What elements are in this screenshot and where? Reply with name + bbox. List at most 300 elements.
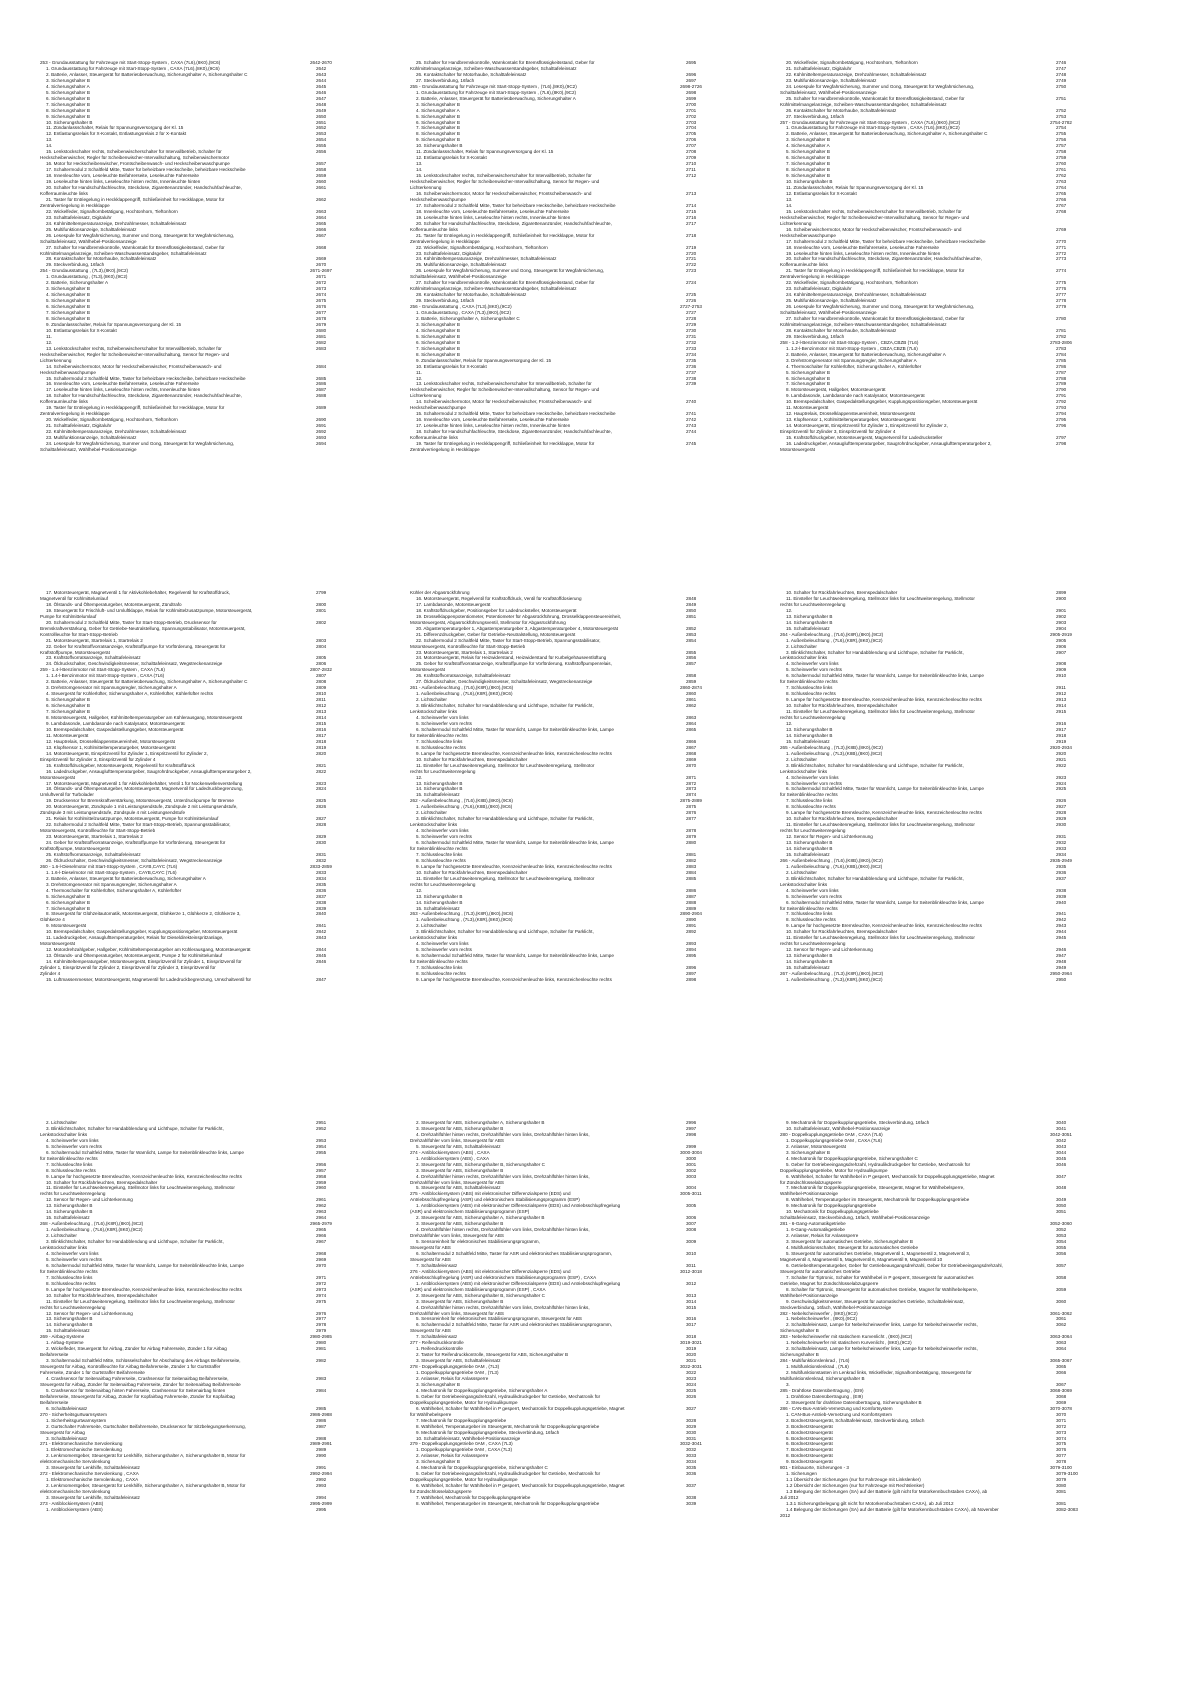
entry-title: 2. Steuergerät für ABS, Sicherungshalter A, Sicherungshalter B xyxy=(416,1215,545,1221)
entry-title: 270 - Sicherheitsgurtwarnsystem xyxy=(40,1411,107,1417)
entry-title: 9. Lampe für hochgesetzte Bremsleuchte, Kennzeichenleuchte links, Kennzeichenleuchte rechts xyxy=(786,923,982,929)
entry-title: (ASR) und elektronischem Stabilisierungsprogramm (ESP) xyxy=(410,1209,530,1215)
entry-title: Wählhebel-Positionsanzeige xyxy=(780,1191,838,1197)
entry-page-number: 2761 xyxy=(1056,167,1067,173)
entry-title: 14. Sicherungshalter B xyxy=(786,845,833,851)
entry-title: 25. Schalter für Handbremskontrolle, Warnkontakt für Bremsflüssigkeitsstand, Geber für xyxy=(786,95,965,101)
entry-page-number: 3073 xyxy=(1056,1429,1067,1435)
entry-title: 1. Grundausstattung für Fahrzeuge mit Start-Stopp-System , (7L6),(8K0),(9C2) xyxy=(416,89,577,95)
entry-title: 19. Leseleuchte hinten links, Leseleuchte hinten rechts, Innenleuchte hinten xyxy=(416,214,571,220)
entry-title: Kraftstoffpumpe, Motorsteuergerät xyxy=(40,649,110,655)
entry-title: 4. Steuergerät für Kühlerlüfter, Sicherungshalter A, Kühlerlüfter, Kühlerlüfter rechts xyxy=(46,691,213,697)
entry-page-number: 3039 xyxy=(686,1501,697,1506)
entry-title: 14. Motorsteuergerät, Einspritzventil für Zylinder 1, Einspritzventil für Zylinder 2, xyxy=(786,423,948,429)
entry-page-number: 2827 xyxy=(316,816,327,822)
entry-page-number: 2750 xyxy=(1056,83,1067,89)
entry-title: für Seitenblinkleuchte rechts xyxy=(780,679,838,685)
entry-title: Lenkstockschalter links xyxy=(410,709,458,715)
entry-page-number: 2643 xyxy=(316,71,327,77)
entry-page-number: 2949 xyxy=(1056,965,1067,971)
entry-page-number: 2818 xyxy=(316,738,327,744)
entry-title: elektromechanische Servolenkung xyxy=(40,1489,111,1495)
entry-page-number: 2692 xyxy=(316,429,327,435)
entry-page-number: 2735 xyxy=(686,357,697,363)
entry-title: rechts für Leuchtweitenregelung xyxy=(410,881,476,887)
entry-page-number: 2775 xyxy=(1056,280,1067,286)
entry-page-number: 3077 xyxy=(1056,1453,1067,1459)
entry-page-number: 2950 xyxy=(1056,976,1067,982)
entry-title: 13. xyxy=(46,137,53,143)
entry-title: Einspritzventil für Zylinder 3, Einspritzventil für Zylinder 4 xyxy=(40,756,156,762)
entry-page-number: 2823 xyxy=(316,780,327,786)
entry-page-number: 2870 xyxy=(686,762,697,768)
entry-page-number: 2869 xyxy=(686,756,697,762)
entry-page-number: 2894 xyxy=(686,947,697,953)
entry-title: 1.4 Belegung der Sicherungen (SA) auf der Batterie (gilt für Motorkennbuchstaben CAXA), ab November xyxy=(786,1506,999,1512)
index-column xyxy=(780,1120,1116,1519)
entry-title: 3. Steuergerät für Lenkhilfe, Schalttafeleinsatz xyxy=(46,1465,140,1471)
entry-title: 266 - Außenbeleuchtung , (7L6),(K8B),(8K0),(9C2) xyxy=(780,857,883,863)
entry-page-number: 2897 xyxy=(686,971,697,976)
entry-page-number: 2886 xyxy=(686,887,697,893)
entry-title: 18. Ölstands- und Öltemperaturgeber, Motorsteuergerät, Magnetventil für Ladedruckbegrenzung, xyxy=(46,786,243,792)
entry-page-number: 2860 xyxy=(686,691,697,697)
entry-page-number: 2703 xyxy=(686,119,697,125)
entry-title: 5. Scheinwerfer vorn rechts xyxy=(786,893,842,899)
entry-page-number: 2656 xyxy=(316,149,327,155)
entry-title: Drehzahlfühler vorn links, Steuergerät für ABS xyxy=(410,1310,504,1316)
entry-title: 1. Doppelkupplungsgetriebe 0AM , CAXA (7L6) xyxy=(786,1137,883,1143)
entry-title: 2. Steuergerät für ABS, Sicherungshalter A, Sicherungshalter B xyxy=(416,1120,545,1125)
entry-title: Umluftventil für Turbolader xyxy=(40,792,94,798)
entry-page-number: 2877 xyxy=(686,816,697,822)
entry-title: 2. Lichtschalter xyxy=(786,643,817,649)
entry-title: 15. Schalttafeleinsatz xyxy=(786,625,830,631)
entry-title: 269 - Airbag-Systeme xyxy=(40,1334,85,1340)
index-entry[interactable] xyxy=(40,1507,376,1513)
entry-page-number: 2743 xyxy=(686,423,697,429)
entry-title: 9. Lambdasonde, Lambdasonde nach Katalysator, Motorsteuergerät xyxy=(46,720,185,726)
entry-page-number: 2694 xyxy=(316,441,327,446)
entry-title: 1. Grundausstattung , CAXA (7L3),(8K0),(9C2) xyxy=(416,310,511,316)
entry-title: rechts für Leuchtweitenregelung xyxy=(780,828,846,834)
entry-title: 1. Reifendruckkontrolle xyxy=(416,1346,463,1352)
entry-page-number: 2903 xyxy=(1056,619,1067,625)
entry-title: 9. Zündanlassschalter, Relais für Spannungsversorgung der Kl. 15 xyxy=(416,357,552,363)
entry-title: 4. Scheinwerfer vorn links xyxy=(786,661,839,667)
entry-title: 9. Mechatronik für Doppelkupplungsgetriebe, Steckverbindung, 16fach xyxy=(416,1429,560,1435)
entry-title: 11. xyxy=(46,333,53,339)
entry-page-number: 2871 xyxy=(686,774,697,780)
entry-page-number: 3043 xyxy=(1056,1143,1067,1149)
index-entry[interactable] xyxy=(40,447,376,453)
entry-title: Zündspule 3 mit Leistungsendstufe, Zündspule 4 mit Leistungsendstufe xyxy=(40,810,186,816)
entry-page-number: 3011 xyxy=(686,1262,696,1268)
entry-page-number: 2900 xyxy=(1056,595,1067,601)
entry-title: 10. Schalttafeleinsatz, Wählhebel-Positionsanzeige xyxy=(786,1125,891,1131)
entry-title: 11. Einsteller für Leuchtweitenregelung, Stellmotor links für Leuchtweitenregelung, Stellmotor xyxy=(786,709,975,715)
entry-title: 27. Schalter für Handbremskontrolle, Warnkontakt für Bremsflüssigkeitsstand, Geber für xyxy=(416,280,595,286)
entry-page-number: 2833 xyxy=(316,869,327,875)
entry-title: 257 - Grundausstattung für Fahrzeuge mit Start-Stopp-System , CAXA (7L6),(8K0),(9C2) xyxy=(780,119,961,125)
entry-title: 1. Antiblockiersystem (ABS) mit elektronischer Differenzialsperre (EDS) und Antriebsschlupfregelung xyxy=(416,1280,621,1286)
entry-title: 277 - Reifendruckkontrolle xyxy=(410,1340,464,1346)
entry-title: 12. xyxy=(416,774,423,780)
index-entry[interactable] xyxy=(40,977,376,983)
entry-title: 5. Scheinwerfer vorn rechts xyxy=(786,667,842,673)
entry-page-number: 2824 xyxy=(316,786,327,792)
entry-title: 17. Schaltermodul 2 Schaltfeld Mitte, Taster für beheizbare Heckscheibe, beheizbare Heckscheibe xyxy=(786,238,986,244)
entry-title: 11. Einsteller für Leuchtweitenregelung, Stellmotor für Leuchtweitenregelung, Stellmotor xyxy=(416,875,595,881)
entry-page-number: 2848 xyxy=(686,595,697,601)
entry-title: 16. Innenleuchte vorn, Leseleuchte Beifahrerseite, Leseleuchte Fahrerseite xyxy=(46,381,199,387)
entry-page-number: 2792 xyxy=(1056,399,1067,405)
index-entry[interactable] xyxy=(780,447,1116,453)
entry-page-number: 2955 xyxy=(316,1149,327,1155)
entry-page-number: 3064 xyxy=(1056,1346,1067,1352)
entry-page-number: 2659 xyxy=(316,173,327,179)
entry-page-number: 2936 xyxy=(1056,869,1067,875)
entry-page-number xyxy=(310,447,370,453)
index-entry[interactable] xyxy=(410,1501,746,1507)
entry-page-number: 2642 xyxy=(316,65,327,71)
entry-title: 2. Steuergerät für drahtlose Datenübertragung, Sicherungshalter B xyxy=(786,1399,922,1405)
entry-title: 23. Multifunktionsanzeige, Schalttafeleinsatz xyxy=(46,435,137,441)
entry-page-number: 2685 xyxy=(316,375,327,381)
entry-title: 16. Motor für Heckscheibenwischer, Frontscheibenwasch- und Heckscheibenwaschpumpe xyxy=(46,161,230,167)
entry-title: 15. Schalttafeleinsatz xyxy=(786,851,830,857)
entry-page-number: 2978 xyxy=(316,1322,327,1328)
entry-page-number: 2662 xyxy=(316,196,327,202)
entry-title: 28. Kontaktschalter für Motorhaube, Schalttafeleinsatz xyxy=(786,327,897,333)
entry-title: 4. Mechatronik für Doppelkupplungsgetriebe, Sicherungshalter C xyxy=(786,1155,918,1161)
entry-page-number: 2914 xyxy=(1056,703,1067,709)
entry-page-number: 2942 xyxy=(1056,917,1067,923)
entry-page-number: 2988 xyxy=(316,1435,327,1441)
entry-title: 9. Lampe für hochgesetzte Bremsleuchte, Kennzeichenleuchte links, Kennzeichenleuchte rechts xyxy=(46,1173,242,1179)
entry-title: 3. Steuergerät für automatisches Getriebe, Sicherungshalter B xyxy=(786,1239,913,1245)
entry-title: 1. Multifunktionslenkrad , (7L6) xyxy=(786,1364,849,1370)
entry-title: für Wählhebelsperre xyxy=(410,1411,452,1417)
entry-page-number: 3014 xyxy=(686,1298,697,1304)
entry-title: 26. Lesespule für Wegfahrsicherung, Summer und Gong, Steuergerät für Wegfahrsicherung, xyxy=(46,232,235,238)
entry-title: 276 - Antiblockiersystem (ABS) mit elektronischer Differenzialsperre (EDS) und xyxy=(410,1268,571,1274)
entry-title: 22. Wickelfeder, Signalhornbetätigung, Hochtonhorn, Tieftonhorn xyxy=(416,244,548,250)
entry-title: Lenkstockschalter links xyxy=(410,822,458,828)
entry-page-number: 2944 xyxy=(1056,929,1067,935)
entry-page-number: 2763 xyxy=(1056,179,1067,185)
entry-title: 2. Multifunktionstasten im Lenkrad links, Wickelfeder, Signalhornbetätigung, Steuergerät für xyxy=(786,1370,972,1376)
entry-title: 12. xyxy=(416,887,423,893)
entry-title: 6. Schaltermodul Schaltfeld Mitte, Taster für Warnlicht, Lampe für Seitenblinkleuchte links, Lampe xyxy=(416,726,614,732)
entry-title: 6. Schaltermodul Schaltfeld Mitte, Taster für Warnlicht, Lampe für Seitenblinkleuchte links, Lampe xyxy=(46,1149,244,1155)
entry-page-number: 3061 xyxy=(1056,1316,1067,1322)
entry-page-number: 2959 xyxy=(316,1179,327,1185)
entry-page-number: 3076 xyxy=(1056,1447,1067,1453)
entry-title: 13. Sicherungshalter B xyxy=(416,780,463,786)
entry-title: 278 - Doppelkupplungsgetriebe 0AM , (7L3) xyxy=(410,1364,500,1370)
entry-page-number: 3037 xyxy=(686,1483,697,1489)
entry-title: 1. Nebelscheinwerfer , (8K0),(9C2) xyxy=(786,1316,857,1322)
entry-title: 25. Multifunktionsanzeige, Schalttafeleinsatz xyxy=(46,226,137,232)
entry-page-number: 2670 xyxy=(316,262,327,268)
entry-title: Kühlmittelmangelanzeige, Scheiben-Waschwasserstandsgeber, Schalttafeleinsatz xyxy=(410,286,577,292)
index-entry[interactable] xyxy=(410,977,746,983)
entry-page-number: 2716 xyxy=(686,214,697,220)
entry-title: 4. Sicherungshalter B xyxy=(46,292,90,298)
entry-title: 12. Hauptrelais, Drosselklappensteuereinheit, Motorsteuergerät xyxy=(46,738,175,744)
entry-title: Drehzahlfühler vorn links, Steuergerät für ABS xyxy=(410,1137,504,1143)
entry-page-number: 3005-3011 xyxy=(680,1191,702,1197)
entry-page-number: 2745 xyxy=(686,441,697,446)
entry-title: 10. Schalter für Rückfahrleuchten, Bremspedalschalter xyxy=(416,756,528,762)
entry-title: 14. Kühlmitteltemperaturgeber, Motorsteuergerät, Einspritzventil für Zylinder 1, Einspritzventil für xyxy=(46,959,242,965)
entry-page-number: 2684 xyxy=(316,363,327,369)
entry-page-number: 2964 xyxy=(316,1215,327,1221)
entry-page-number: 2808 xyxy=(316,679,327,685)
entry-page-number: 2890 xyxy=(686,917,697,923)
entry-page-number: 2896 xyxy=(686,965,697,971)
entry-title: 4. Mechatronik für Doppelkupplungsgetriebe, Sicherungshalter A xyxy=(416,1387,548,1393)
entry-title: Lenkstockschalter links xyxy=(780,655,828,661)
entry-page-number: 3034 xyxy=(686,1459,697,1465)
entry-title: 5. Steuergerät für automatisches Getriebe, Magnetventil 1, Magnetventil 2, Magnetventil 3, xyxy=(786,1250,971,1256)
entry-title: 801 - Einbauorte, Sicherungen - 3 xyxy=(780,1465,849,1471)
entry-title: Kofferraumleuchte links xyxy=(40,399,88,405)
entry-page-number: 3070-3078 xyxy=(1050,1405,1072,1411)
entry-title: 7. Mechatronik für Doppelkupplungsgetriebe xyxy=(416,1417,507,1423)
entry-page-number: 2766 xyxy=(1056,196,1067,202)
entry-title: 1. Antiblockiersystem (ABS) xyxy=(46,1506,103,1512)
entry-title: 29. Steckverbindung, 16fach xyxy=(786,333,845,339)
entry-page-number: 3022 xyxy=(686,1370,697,1376)
entry-title: 28. Kontaktschalter für Motorhaube, Schalttafeleinsatz xyxy=(416,292,527,298)
entry-title: 10. Sicherungshalter B xyxy=(416,143,463,149)
entry-title: 12. Sensor für Regen- und Lichterkennung xyxy=(46,1197,133,1203)
entry-title: 6. Schaltermodul Schaltfeld Mitte, Taster für Warnlicht, Lampe für Seitenblinkleuchte links, Lampe xyxy=(416,840,614,846)
entry-title: 18. Ölstands- und Öltemperaturgeber, Motorsteuergerät, Zündtrafo xyxy=(46,601,182,607)
entry-title: 14. Sicherungshalter B xyxy=(416,899,463,905)
entry-title: Lenkstockschalter links xyxy=(410,935,458,941)
entry-page-number: 2882 xyxy=(686,857,697,863)
entry-title: für Seitenblinkleuchte rechts xyxy=(780,905,838,911)
entry-title: 7. Sicherungshalter B xyxy=(46,101,90,107)
entry-title: 19. Drosselklappenpotentiometer, Potentiometer für Abgasrückführung, Drosselklappensteuereinheit, xyxy=(416,613,622,619)
index-column xyxy=(40,60,376,453)
entry-title: 4. Scheinwerfer vorn links xyxy=(46,1250,99,1256)
entry-title: 10. Schalter für Rückfahrleuchten, Bremspedalschalter xyxy=(416,869,528,875)
entry-title: 3. Blinklichtschalter, Schalter für Handabblendung und Lichthupe, Schalter für Parklicht, xyxy=(46,1239,224,1245)
entry-title: 26. Kontaktschalter für Motorhaube, Schalttafeleinsatz xyxy=(416,71,527,77)
entry-title: 7. Sicherungshalter B xyxy=(416,125,460,131)
entry-title: 26. Öldruckschalter, Geschwindigkeitsmesser, Schalttafeleinsatz, Wegstreckenanzeige xyxy=(46,857,223,863)
entry-title: 3. Drehstromgenerator mit Spannungsregler, Sicherungshalter A xyxy=(46,685,177,691)
entry-page-number: 2925 xyxy=(1056,786,1067,792)
entry-title: 23. Multifunktionsanzeige, Schalttafeleinsatz xyxy=(786,77,877,83)
entry-title: 2. Steuergerät für ABS, Sicherungshalter B, Sicherungshalter C xyxy=(416,1161,545,1167)
entry-page-number: 2741 xyxy=(686,411,697,417)
entry-title: 2. Lenkmomentgeber, Steuergerät für Lenkhilfe, Sicherungshalter A, Sicherungshalter B, Motor für xyxy=(46,1453,246,1459)
entry-title: 281 - 6-Gang-Automatikgetriebe xyxy=(780,1221,846,1227)
entry-title: 15. Schalttafeleinsatz xyxy=(786,738,830,744)
entry-page-number: 2931 xyxy=(1056,834,1067,840)
entry-page-number: 2729 xyxy=(686,321,697,327)
entry-page-number: 2781 xyxy=(1056,327,1067,333)
entry-page-number: 2920-2934 xyxy=(1050,744,1072,750)
entry-title: 11. Einsteller für Leuchtweitenregelung, Stellmotor links für Leuchtweitenregelung, Stellmotor xyxy=(46,1298,235,1304)
entry-page-number: 2686 xyxy=(316,381,327,387)
entry-title: 273 - Antiblockiersystem (ABS) xyxy=(40,1501,104,1506)
entry-page-number: 2846 xyxy=(316,959,327,965)
entry-title: 26. Lesespule für Wegfahrsicherung, Summer und Gong, Steuergerät für Wegfahrsicherung, xyxy=(416,268,605,274)
entry-title: 3. xyxy=(786,1381,790,1387)
entry-title: 24. Öldruckschalter, Geschwindigkeitsmesser, Schalttafeleinsatz, Wegstreckenanzeige xyxy=(46,661,223,667)
index-entry[interactable] xyxy=(410,447,746,453)
entry-page-number: 2680 xyxy=(316,327,327,333)
entry-title: Fahrerseite, Zünder 1 für Gurtstraffer Beifahrerseite xyxy=(40,1370,145,1376)
entry-title: 23. Schalttafeleinsatz, Digitaluhr xyxy=(786,286,852,292)
entry-page-number: 2843 xyxy=(316,935,327,941)
entry-title: 2. Batterie, Anlasser, Steuergerät für Batterieüberwachung, Sicherungshalter A xyxy=(46,875,206,881)
entry-page-number: 2920 xyxy=(1056,750,1067,756)
entry-title: 4. Bordnetzsteuergerät xyxy=(786,1429,833,1435)
entry-page-number: 2932 xyxy=(1056,840,1067,846)
entry-page-number: 2652 xyxy=(316,125,327,131)
entry-page-number: 2867 xyxy=(686,744,697,750)
entry-title: 6. Schaltermodul Schaltfeld Mitte, Taster für Warnlicht, Lampe für Seitenblinkleuchte links, Lampe xyxy=(416,953,614,959)
entry-title: 15. Lenkstockschalter rechts, Scheibenwischerschalter für Intervallbetrieb, Schalter für xyxy=(786,208,962,214)
entry-page-number: 2986-2988 xyxy=(310,1411,332,1417)
entry-title: 259 - 1.4-l-Benzinmotor mit Start-Stopp-System , CAXA (7L6) xyxy=(40,667,165,673)
entry-page-number: 2647 xyxy=(316,95,327,101)
entry-title: 16. Innenleuchte vorn, Leseleuchte Beifahrerseite, Leseleuchte Fahrerseite xyxy=(416,417,569,423)
entry-title: 1. Doppelkupplungsgetriebe 0AM , (7L3) xyxy=(416,1370,499,1376)
entry-page-number: 3006 xyxy=(686,1215,697,1221)
entry-title: 14. xyxy=(46,143,53,149)
entry-page-number: 2912 xyxy=(1056,691,1067,697)
entry-page-number: 2650 xyxy=(316,113,327,119)
entry-page-number: 2989-2991 xyxy=(310,1441,332,1447)
entry-title: 3. Steuergerät für ABS, Sicherungshalter B xyxy=(416,1167,504,1173)
entry-page-number: 3016 xyxy=(686,1316,697,1322)
entry-title: 13. Sicherungshalter B xyxy=(786,726,833,732)
entry-page-number: 2768 xyxy=(1056,208,1067,214)
entry-page-number: 2983 xyxy=(316,1375,327,1381)
entry-title: 20. Schalter für Handschuhfachleuchte, Steckdose, Zigarettenanzünder, Handschuhfachleuchte, xyxy=(416,220,612,226)
entry-page-number: 2831 xyxy=(316,851,327,857)
entry-page-number: 3052 xyxy=(1056,1227,1067,1233)
entry-title: 23. Motorsteuergerät, Startrelais 1, Startrelais 2 xyxy=(46,834,143,840)
entry-page-number: 2753 xyxy=(1056,113,1067,119)
entry-title: 2. Lichtschalter xyxy=(786,869,817,875)
entry-title: 11. Einsteller für Leuchtweitenregelung, Stellmotor links für Leuchtweitenregelung, Stellmotor xyxy=(786,935,975,941)
entry-page-number: 2644 xyxy=(316,77,327,83)
entry-page-number: 2990 xyxy=(316,1453,327,1459)
entry-title: elektromechanische Servolenkung xyxy=(40,1459,111,1465)
entry-page-number: 2974 xyxy=(316,1292,327,1298)
entry-title: Heckscheibenwaschpumpe xyxy=(40,369,96,375)
entry-page-number: 3032-3041 xyxy=(680,1441,702,1447)
entry-title: 8. Schlussleuchte rechts xyxy=(46,1280,96,1286)
entry-title: 3. Blinklichtschalter, Schalter für Handabblendung und Lichthupe, Schalter für Parklicht, xyxy=(416,929,594,935)
entry-title: 260 - 1.6-l-Dieselmotor mit Start-Stopp-System , CAYB,CAYC (7L6) xyxy=(40,863,178,869)
entry-title: 8. Motorsteuergerät, Hallgeber, Kühlmitteltemperaturgeber am Kühlerausgang, Motorsteuergerät xyxy=(46,715,243,721)
entry-title: 25. Multifunktionsanzeige, Schalttafeleinsatz xyxy=(786,298,877,304)
entry-title: Kofferraumleuchte links xyxy=(40,190,88,196)
entry-title: 2. Steuergerät für ABS, Sicherungshalter B, Sicherungshalter C xyxy=(416,1292,545,1298)
entry-title: 1. Antiblockiersystem (ABS) , CAXA xyxy=(416,1155,490,1161)
entry-title: 8. Sicherungshalter B xyxy=(416,351,460,357)
entry-title: 4. Drehzahlfühler hinten rechts, Drehzahlfühler vorn links, Drehzahlfühler hinten links, xyxy=(416,1173,590,1179)
entry-page-number: 2929 xyxy=(1056,816,1067,822)
entry-title: Kraftstoffpumpe, Motorsteuergerät xyxy=(40,845,110,851)
entry-title: 263 - Außenbeleuchtung , (7L3),(K8R),(8K0),(9C6) xyxy=(410,911,514,917)
entry-page-number: 2868 xyxy=(686,750,697,756)
entry-page-number: 2965-2979 xyxy=(310,1221,332,1227)
entry-page-number: 2806 xyxy=(316,661,327,667)
entry-title: 23. Schalttafeleinsatz, Digitaluhr xyxy=(46,214,112,220)
entry-page-number: 3062 xyxy=(1056,1322,1067,1328)
entry-page-number: 2954 xyxy=(316,1143,327,1149)
entry-title: 3. Steuergerät für ABS, Sicherungshalter B xyxy=(416,1221,504,1227)
entry-page-number: 2804 xyxy=(316,643,327,649)
entry-title: 271 - Elektromechanische Servolenkung xyxy=(40,1441,123,1447)
entry-title: 23. Schalttafeleinsatz, Digitaluhr xyxy=(416,250,482,256)
entry-page-number: 2796 xyxy=(1056,423,1067,429)
entry-title: 4. Drehzahlfühler hinten rechts, Drehzahlfühler vorn links, Drehzahlfühler hinten links, xyxy=(416,1227,590,1233)
entry-title: 268 - Außenbeleuchtung , (7L6),(K8R),(8K0),(9C2) xyxy=(40,1221,144,1227)
entry-title: 9. Motorsteuergerät xyxy=(46,923,87,929)
entry-page-number: 2752 xyxy=(1056,107,1067,113)
entry-page-number: 2816 xyxy=(316,726,327,732)
entry-page-number: 2664 xyxy=(316,214,327,220)
index-entry[interactable] xyxy=(780,977,1116,983)
entry-title: 1. Grundausstattung für Fahrzeuge mit Start-Stopp-System , CAXA (7L6),(8K0),(9C2) xyxy=(786,125,960,131)
entry-title: 5. Sensoreinheit für elektronisches Stabilisierungsprogramm, xyxy=(416,1239,540,1245)
entry-page-number: 2699 xyxy=(686,95,697,101)
entry-title: 3. Sicherungshalter B xyxy=(786,1149,830,1155)
entry-page-number: 2783 xyxy=(1056,345,1067,351)
entry-page-number: 2793 xyxy=(1056,405,1067,411)
entry-title: 5. Scheinwerfer vorn rechts xyxy=(416,720,472,726)
entry-page-number: 2754 xyxy=(1056,125,1067,131)
entry-page-number: 2695 xyxy=(686,60,697,65)
entry-page-number: 2865 xyxy=(686,726,697,732)
entry-page-number: 2907 xyxy=(1056,649,1067,655)
entry-title: 19. Drucksensor für Bremskraftverstärkung, Motorsteuergerät, Unterdruckpumpe für Bremse xyxy=(46,798,234,804)
entry-page-number: 2676 xyxy=(316,304,327,310)
entry-title: 8. Wählhebel, Temperaturgeber im Steuergerät, Mechatronik für Doppelkupplungsgetriebe xyxy=(416,1423,600,1429)
entry-page-number: 3017 xyxy=(686,1322,697,1328)
entry-title: 3. Sicherungshalter B xyxy=(416,1459,460,1465)
entry-title: 5. Sicherungshalter B xyxy=(786,369,830,375)
entry-title: 1. Außenbeleuchtung , (7L6),(K8B),(8K0),(9C6) xyxy=(416,804,513,810)
entry-title: 3. Sicherungshalter B xyxy=(416,1381,460,1387)
index-entry[interactable] xyxy=(780,1513,1116,1519)
entry-page-number: 3078 xyxy=(1056,1459,1067,1465)
entry-page-number: 3063-3064 xyxy=(1050,1334,1072,1340)
entry-title: 6. Schaltermodul 2 Schaltfeld Mitte, Taster für ASR und elektronisches Stabilisierungsprogramm, xyxy=(416,1322,613,1328)
entry-title: Juli 2012 xyxy=(780,1495,799,1501)
entry-page-number: 2966 xyxy=(316,1233,327,1239)
entry-title: für Seitenblinkleuchte rechts xyxy=(40,1155,98,1161)
entry-title: Schalttafeleinsatz, Wählhebel-Positionsanzeige xyxy=(40,446,137,452)
entry-page-number: 2779 xyxy=(1056,304,1067,310)
entry-title: 28. Kontaktschalter für Motorhaube, Schalttafeleinsatz xyxy=(46,256,157,262)
entry-title: 6. Sicherungshalter B xyxy=(46,304,90,310)
entry-title: 1. Airbag-Systeme xyxy=(46,1340,84,1346)
entry-page-number: 3024 xyxy=(686,1381,697,1387)
